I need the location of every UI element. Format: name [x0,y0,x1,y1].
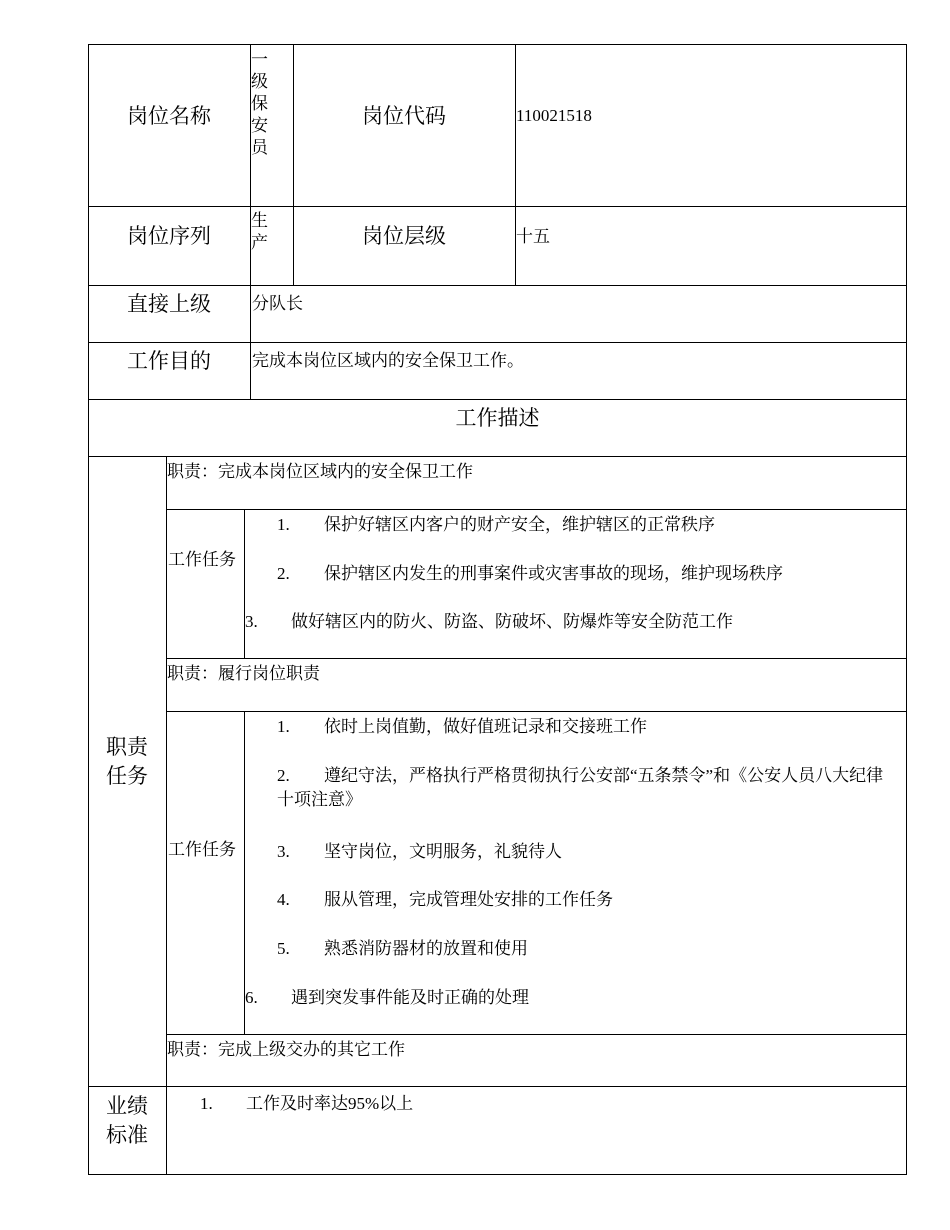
task-text: 服从管理，完成管理处安排的工作任务 [324,890,613,909]
duty-heading: 职责：完成上级交办的其它工作 [167,1040,405,1059]
duty-heading: 职责：履行岗位职责 [167,664,320,683]
row-divider [166,658,907,659]
position-name-value: 一级保安员 [251,50,268,157]
task-text: 遵纪守法，严格执行严格贯彻执行公安部“五条禁令”和《公安人员八大纪律十项注意》 [277,766,884,809]
position-name-label: 岗位名称 [127,104,211,128]
row-divider [88,342,907,343]
supervisor-label: 直接上级 [127,292,211,316]
row-divider [166,1034,907,1035]
performance-number: 1. [200,1094,213,1113]
task-text: 坚守岗位，文明服务，礼貌待人 [324,842,562,861]
row-divider [88,206,907,207]
row-divider [88,456,907,457]
row-divider [166,711,907,712]
position-series-label: 岗位序列 [127,224,211,248]
task-label: 工作任务 [168,840,236,859]
task-text: 依时上岗值勤，做好值班记录和交接班工作 [324,717,647,736]
position-level-label: 岗位层级 [362,224,446,248]
task-text: 做好辖区内的防火、防盗、防破坏、防爆炸等安全防范工作 [291,612,733,631]
section-title: 工作描述 [455,406,540,430]
task-text: 遇到突发事件能及时正确的处理 [291,988,529,1007]
position-series-value: 生产 [251,211,268,252]
purpose-value: 完成本岗位区域内的安全保卫工作。 [252,351,524,370]
supervisor-value: 分队长 [252,294,303,313]
performance-label: 业绩标准 [106,1094,148,1147]
task-number: 1. [277,515,290,534]
purpose-label: 工作目的 [127,349,211,373]
responsibilities-label: 职责任务 [106,735,148,788]
task-number: 3. [277,842,290,861]
task-number: 6. [245,988,258,1007]
row-divider [166,509,907,510]
row-divider [88,285,907,286]
position-code-label: 岗位代码 [362,104,446,128]
task-text: 保护辖区内发生的刑事案件或灾害事故的现场，维护现场秩序 [324,564,783,583]
task-number: 1. [277,717,290,736]
task-number: 4. [277,890,290,909]
task-label: 工作任务 [168,550,236,569]
row-divider [88,399,907,400]
row-divider [88,1086,907,1087]
task-number: 5. [277,939,290,958]
position-code-value: 110021518 [516,106,592,125]
col-divider [166,456,167,1175]
task-number: 2. [277,766,290,785]
task-number: 3. [245,612,258,631]
task-number: 2. [277,564,290,583]
task-text: 熟悉消防器材的放置和使用 [324,939,528,958]
duty-heading: 职责：完成本岗位区域内的安全保卫工作 [167,462,473,481]
task-text: 保护好辖区内客户的财产安全，维护辖区的正常秩序 [324,515,715,534]
performance-text: 工作及时率达95%以上 [246,1094,414,1113]
col-divider [244,509,245,658]
position-level-value: 十五 [516,227,550,246]
